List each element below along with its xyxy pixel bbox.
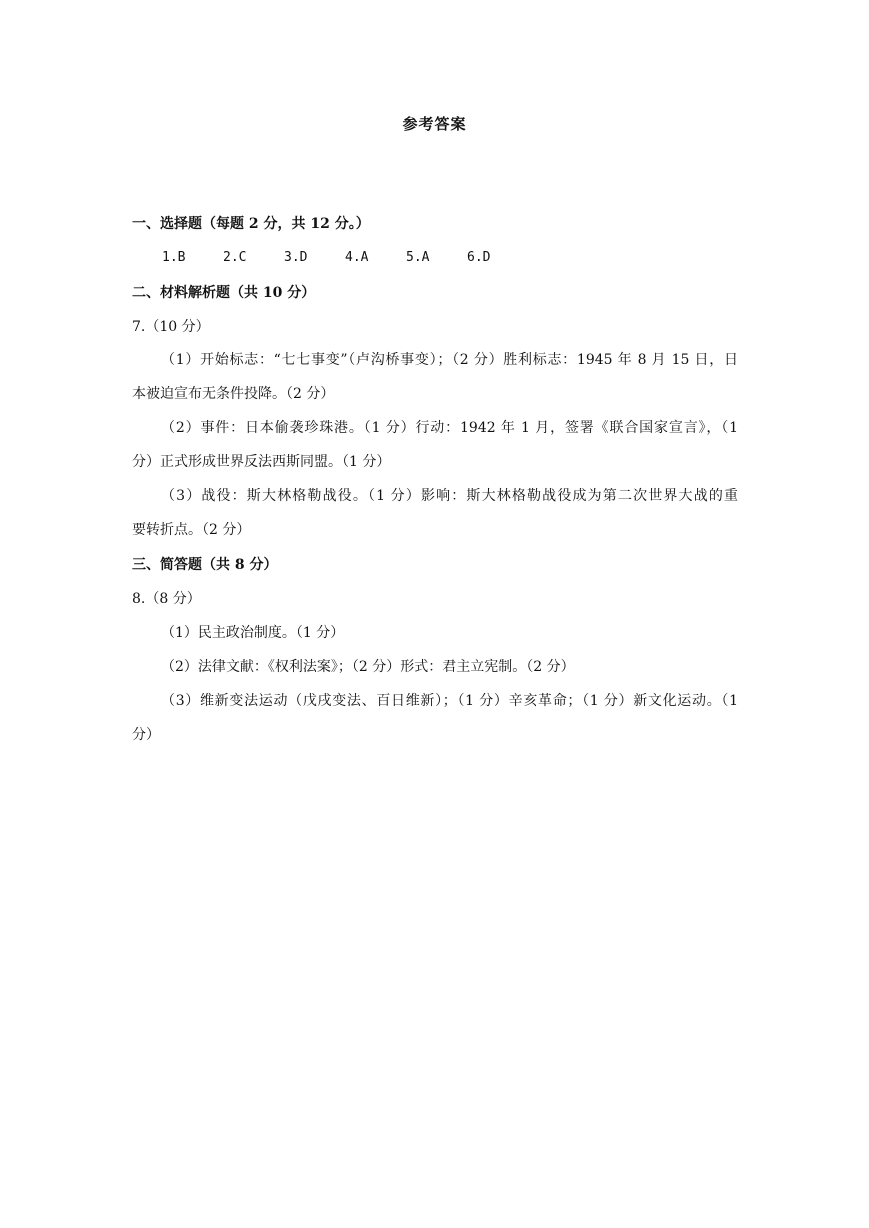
answer-6: 6.D	[467, 250, 491, 265]
q7-part3-line2: 要转折点。（2 分）	[132, 522, 251, 538]
question-8-label: 8.（8 分）	[132, 591, 201, 607]
q8-part3-line1: （3）维新变法运动（戊戌变法、百日维新）；（1 分）辛亥革命；（1 分）新文化运动。（1	[161, 693, 738, 709]
answer-2: 2.C	[223, 250, 247, 265]
q7-part3-line1: （3）战役：斯大林格勒战役。（1 分）影响：斯大林格勒战役成为第二次世界大战的重	[161, 488, 738, 504]
answer-3: 3.D	[284, 250, 308, 265]
page-title: 参考答案	[402, 115, 467, 133]
q8-part2-line1: （2）法律文献：《权利法案》；（2 分）形式：君主立宪制。（2 分）	[161, 659, 575, 675]
answer-4: 4.A	[345, 250, 369, 265]
section1-heading: 一、选择题（每题 2 分，共 12 分。）	[132, 216, 370, 232]
q7-part2-line1: （2）事件：日本偷袭珍珠港。（1 分）行动：1942 年 1 月，签署《联合国家宣言》，（1	[161, 420, 738, 436]
section3-heading: 三、简答题（共 8 分）	[132, 557, 278, 573]
q7-part2-line2: 分）正式形成世界反法西斯同盟。（1 分）	[132, 454, 391, 470]
answer-5: 5.A	[406, 250, 430, 265]
q7-part1-line2: 本被迫宣布无条件投降。（2 分）	[132, 386, 335, 402]
answer-1: 1.B	[162, 250, 186, 265]
multiple-choice-answers	[162, 248, 528, 268]
q8-part3-line2: 分）	[132, 727, 160, 743]
q8-part1-line1: （1）民主政治制度。（1 分）	[161, 625, 345, 641]
question-7-label: 7.（10 分）	[132, 319, 210, 335]
section2-heading: 二、材料解析题（共 10 分）	[132, 285, 316, 301]
q7-part1-line1: （1）开始标志：“七七事变”（卢沟桥事变）；（2 分）胜利标志：1945 年 8 月 15 日，日	[161, 352, 738, 368]
